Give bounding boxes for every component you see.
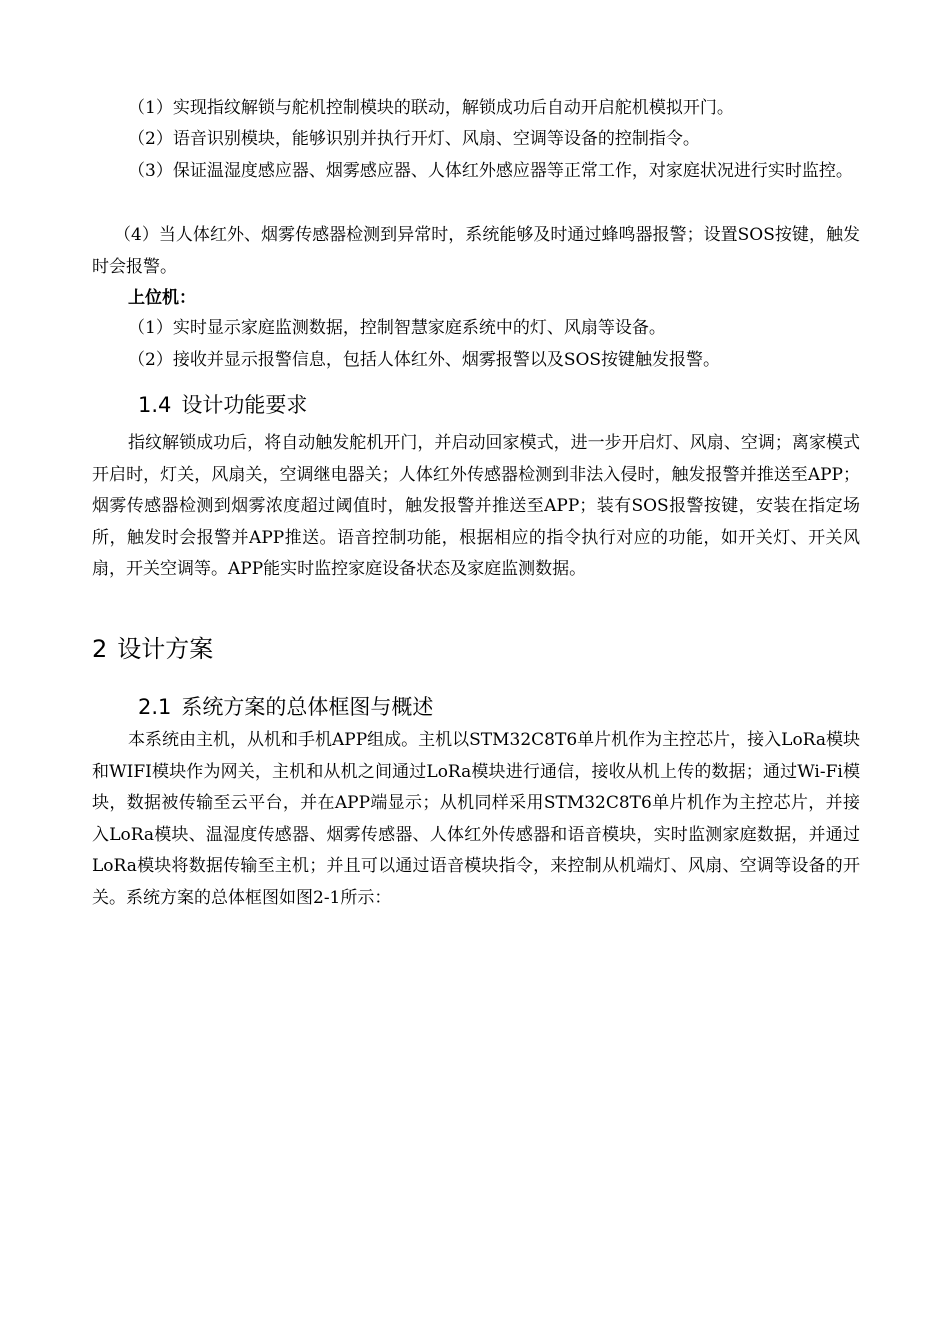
chapter-2-number: 2 (92, 635, 108, 663)
lower-item-1: （1）实现指纹解锁与舵机控制模块的联动，解锁成功后自动开启舵机模拟开门。 (128, 98, 734, 118)
lower-item-4: （4）当人体红外、烟雾传感器检测到异常时，系统能够及时通过蜂鸣器报警；设置SOS按键，触发时会报警。 (92, 225, 860, 277)
section-1-4-body: 指纹解锁成功后，将自动触发舵机开门，并启动回家模式，进一步开启灯、风扇、空调；离家模式开启时，灯关，风扇关，空调继电器关；人体红外传感器检测到非法入侵时，触发报警并推送至APP；烟雾传感器检测到烟雾浓度超过阈值时，触发报警并推送至APP；装有SOS报警按键，安装在指定场所，触发时会报警并APP推送。语音控制功能，根据相应的指令执行对应的功能，如开关灯、开关风扇，开关空调等。APP能实时监控家庭设备状态及家庭监测数据。 (92, 433, 860, 579)
lower-item-2: （2）语音识别模块，能够识别并执行开灯、风扇、空调等设备的控制指令。 (128, 129, 700, 149)
lower-item-3: （3）保证温湿度感应器、烟雾感应器、人体红外感应器等正常工作，对家庭状况进行实时监控。 (128, 161, 853, 181)
section-2-1-title: 系统方案的总体框图与概述 (181, 695, 434, 719)
section-2-1-number: 2.1 (138, 695, 172, 719)
section-1-4-heading (138, 390, 307, 420)
chapter-2-heading (92, 632, 213, 666)
section-2-1-body: 本系统由主机，从机和手机APP组成。主机以STM32C8T6单片机作为主控芯片，接入LoRa模块和WIFI模块作为网关，主机和从机之间通过LoRa模块进行通信，接收从机上传的数据；通过Wi-Fi模块，数据被传输至云平台，并在APP端显示；从机同样采用STM32C8T6单片机作为主控芯片，并接入LoRa模块、温湿度传感器、烟雾传感器、人体红外传感器和语音模块，实时监测家庭数据，并通过LoRa模块将数据传输至主机；并且可以通过语音模块指令，来控制从机端灯、风扇、空调等设备的开关。系统方案的总体框图如图2-1所示： (92, 730, 861, 908)
upper-computer-label: 上位机： (128, 288, 196, 308)
upper-item-1: （1）实时显示家庭监测数据，控制智慧家庭系统中的灯、风扇等设备。 (128, 318, 666, 338)
section-2-1-heading (138, 692, 433, 722)
section-1-4-title: 设计功能要求 (181, 393, 308, 417)
chapter-2-title: 设计方案 (117, 635, 214, 663)
upper-item-2: （2）接收并显示报警信息，包括人体红外、烟雾报警以及SOS按键触发报警。 (128, 350, 721, 370)
section-1-4-number: 1.4 (138, 393, 172, 417)
